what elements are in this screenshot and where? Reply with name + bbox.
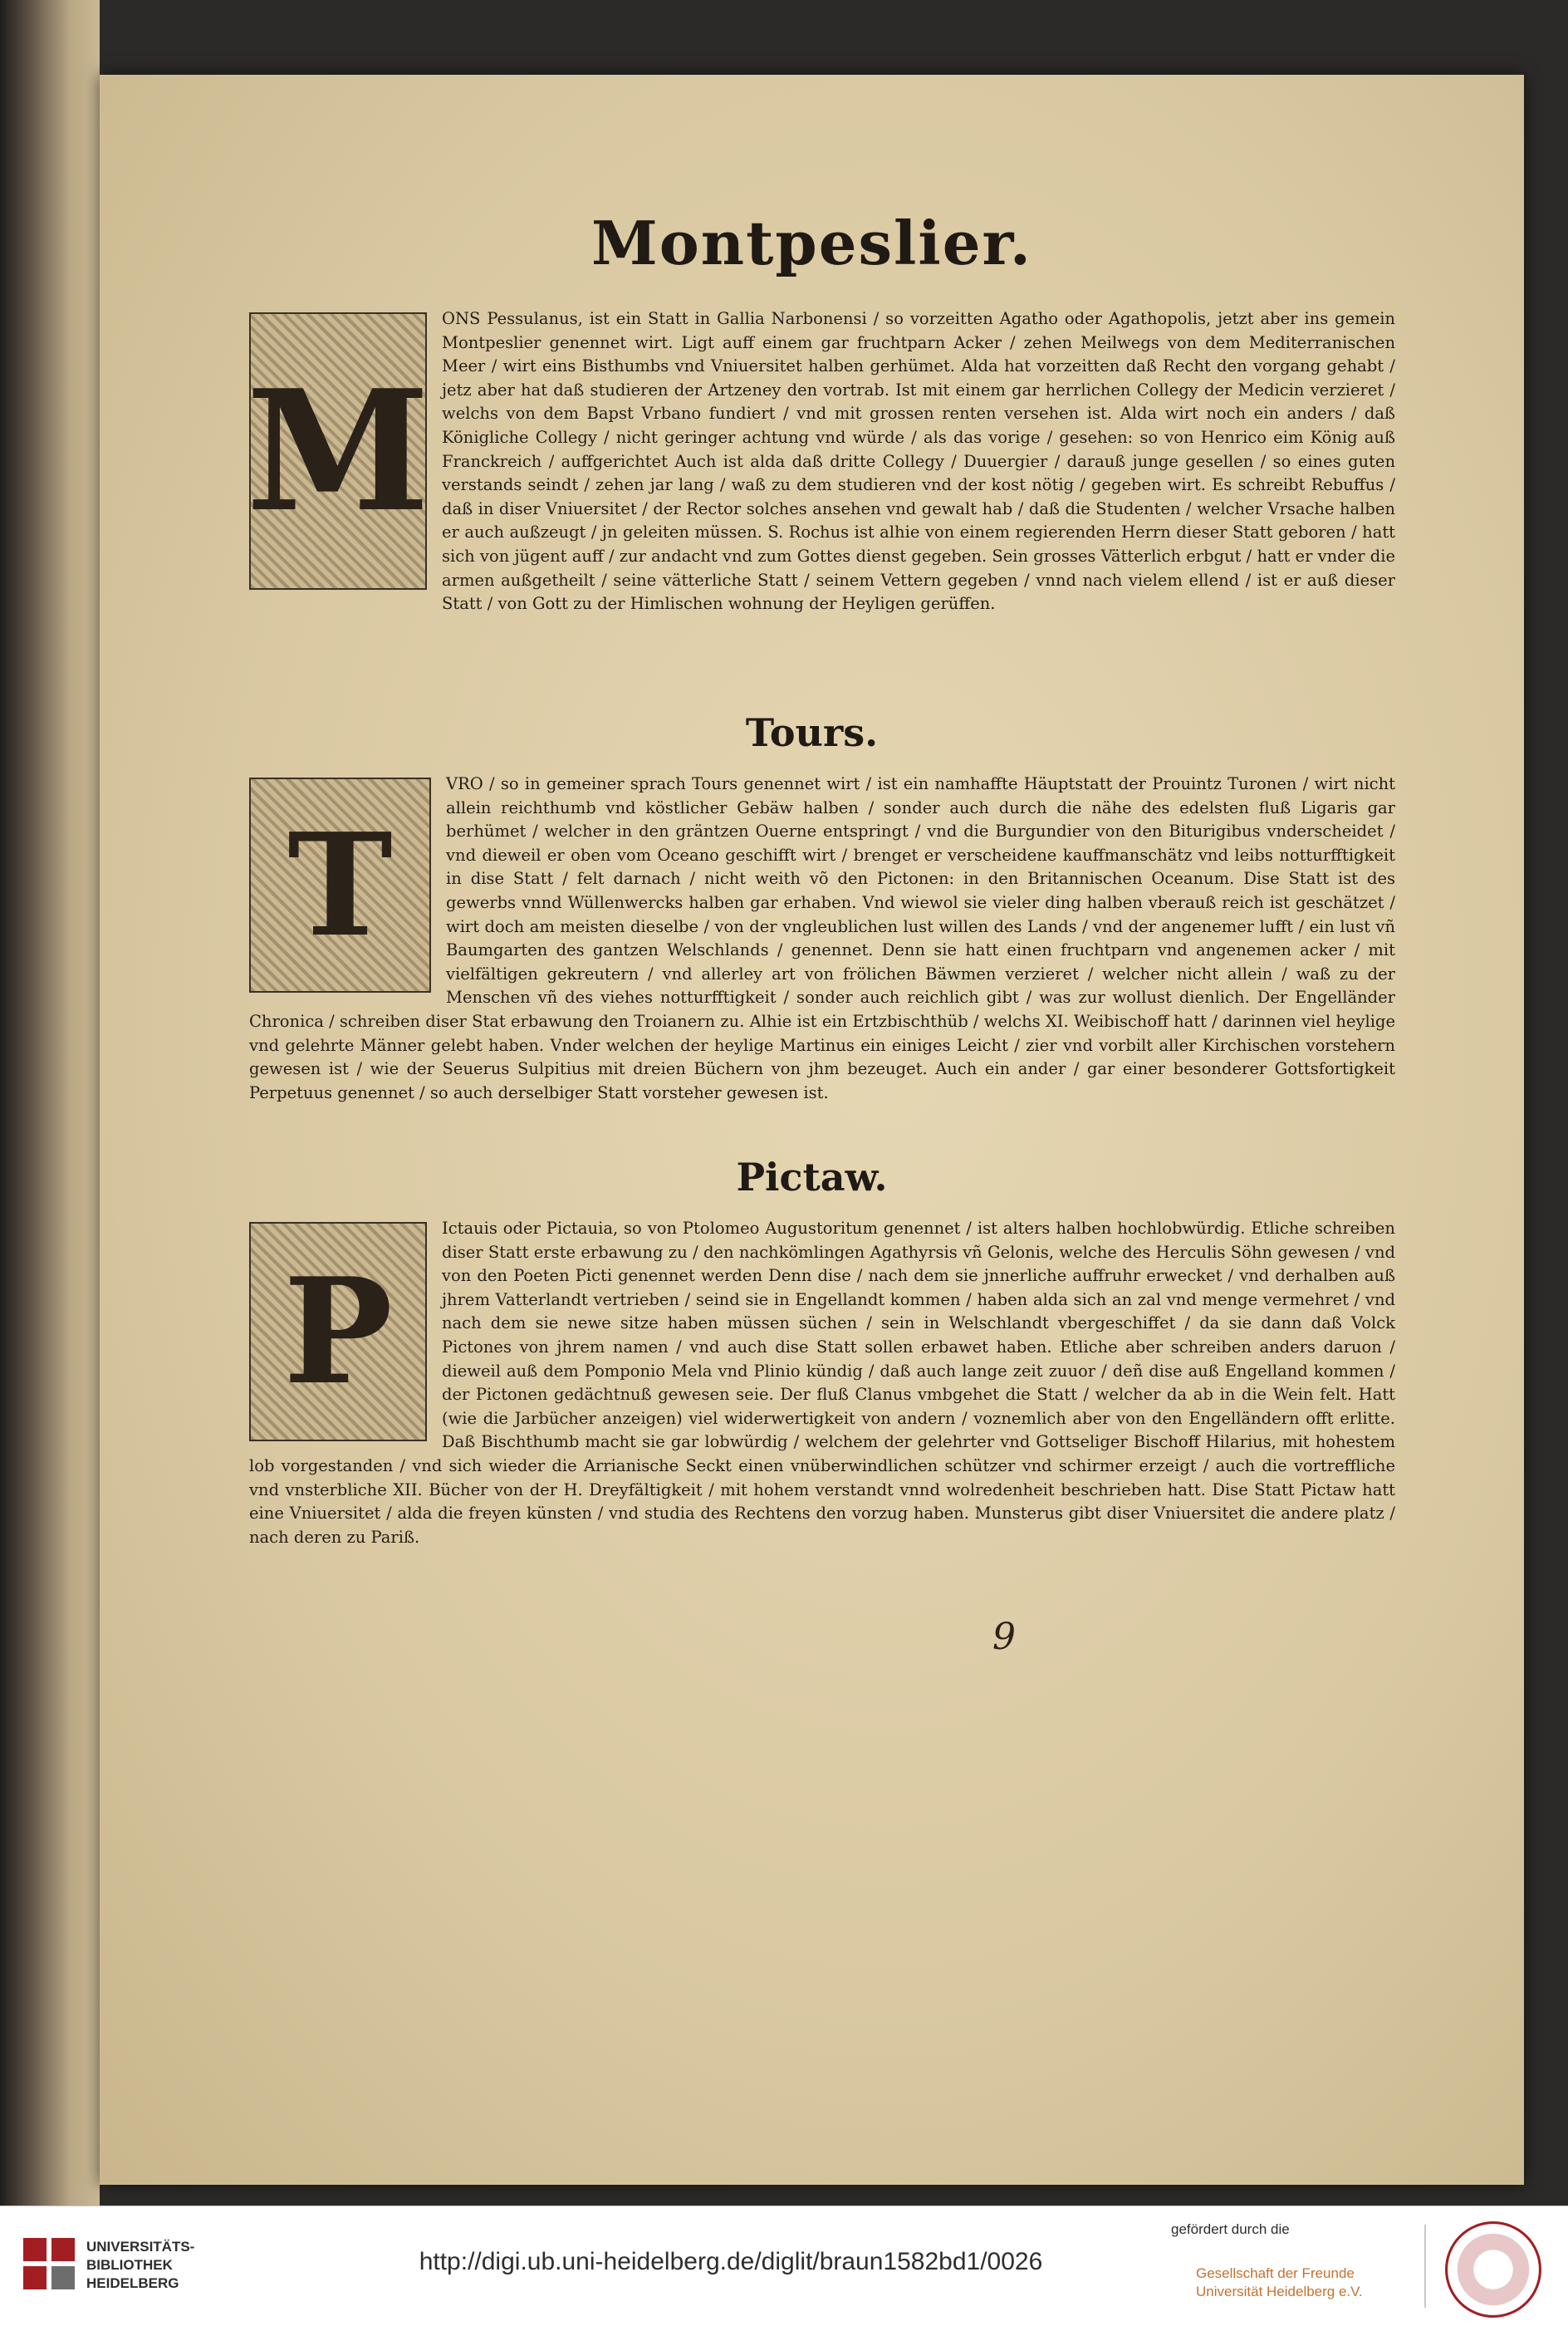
library-name: UNIVERSITÄTS- BIBLIOTHEK HEIDELBERG (86, 2239, 195, 2291)
page-number: 9 (992, 1616, 1016, 1658)
section-text: VRO / so in gemeiner sprach Tours genennet wirt / ist ein namhaffte Häuptstatt der Prouintz Turonen / wirt nicht allein reichthumb vnd köstlicher Gebäw halben / sonder auch durch die nähe des edelsten fluß Ligaris gar berhümet / welcher in den gräntzen Ouerne entspringt / vnd die Burgundier von den Biturigibus vnderscheidet / vnd dieweil er oben vom Oceano geschifft wirt / brenget er verscheidene kauffmanschätz vnd leibs notturfftigkeit in dise Statt / felt darnach / nicht weith võ den Pictonen: in den Britannischen Oceanum. Dise Statt ist des gewerbs vnnd Wüllenwercks halben gar erhaben. Vnd wiewol sie vieler ding halben vberauß reich ist geschätzet / wirt doch am meisten dieselbe / von der vngleublichen lust willen des Lands / vnd der angenemer lufft / ein lust vñ Baumgarten des gantzen Welschlands / genennet. Denn sie hatt einen fruchtparn vnd angenemen acker / mit vielfältigen gekreutern / vnd allerley art von frölichen Bäwmen verzieret / welcher nicht allein / waß zu der Menschen vñ des viehes notturfftigkeit / sonder auch reichlich gibt / was zur wollust dienlich. Der Engelländer Chronica / schreiben diser Stat erbawung den Troianern zu. Alhie ist ein Ertzbischthüb / welchs XI. Weibischoff hatt / darinnen viel heylige vnd gelehrte Männer gelebt haben. Vnder welchen der heylige Martinus ein einiges Leicht / zier vnd vorbilt aller Kirchischen vorstehern gewesen ist / wie der Seuerus Sulpitius mit dreien Büchern von jhm bezeuget. Auch ein ander / gar einer besonderer Gottsfortigkeit Perpetuus genennet / so auch derselbiger Statt vorsteher gewesen ist. (249, 774, 1395, 1102)
sponsor-name: Gesellschaft der Freunde Universität Heidelberg e.V. (1196, 2265, 1363, 2299)
university-seal-icon (1445, 2221, 1541, 2318)
book-spine (0, 0, 100, 2206)
section-text: ONS Pessulanus, ist ein Statt in Gallia Narbonensi / so vorzeitten Agatho oder Agathopolis, jetzt aber ins gemein Montpeslier genennet wirt. Ligt auff einem gar fruchtparn Acker / zehen Meilwegs von dem Mediterranischen Meer / wirt eins Bisthumbs vnd Vniuersitet halben gerhümet. Alda hat vorzeitten daß Recht den vorgang gehabt / jetz aber hat daß studieren der Artzeney den vortrab. Ist mit einem gar herrlichen Collegy der Medicin verzieret / welchs von dem Bapst Vrbano fundiert / vnd mit grossen renten versehen ist. Alda wirt noch ein anders / daß Königliche Collegy / nicht geringer achtung vnd würde / als das vorige / gesehen: so von Henrico eim König auß Franckreich / auffgerichtet Auch ist alda daß dritte Collegy / Duuergier / darauß junge gesellen / so eines guten verstands seindt / zehen jar lang / waß zu dem studieren vnd der kost nötig / gegeben wirt. Es schreibt Rebuffus / daß in diser Vniuersitet / der Rector solches ansehen vnd gewalt hab / daß die Studenten / welcher Vrsache halben er auch außzeugt / jn geleiten müssen. S. Rochus ist alhie von einem regierenden Herrn dieser Statt geboren / hatt sich von jügent auff / zur andacht vnd zum Gottes dienst gegeben. Sein grosses Vätterlich erbgut / hatt er vnder die armen außgetheilt / seine vätterliche Statt / seinem Vettern gegeben / vnnd nach vielem ellend / ist er auß dieser Statt / von Gott zu der Himlischen wohnung der Heyligen gerüffen. (442, 309, 1395, 614)
footer-bar (0, 2206, 1568, 2326)
library-logo-icon (23, 2238, 75, 2289)
section-text: Ictauis oder Pictauia, so von Ptolomeo Augustoritum genennet / ist alters halben hochlobwürdig. Etliche schreiben diser Statt erste erbawung zu / den nachkömlingen Agathyrsis vñ Gelonis, welche des Herculis Söhn gewesen / vnd von den Poeten Picti genennet werden Denn dise / nach dem sie jnnerliche auffruhr erwecket / vnd derhalben auß jhrem Vatterlandt vertrieben / seind sie in Engellandt kommen / haben alda sich an zal vnd menge vermehret / vnd nach dem sie newe sitze haben müssen süchen / sein in Welschlandt vbergeschiffet / da sie dann daß Volck Pictones von jhrem namen / vnd auch dise Statt sollen erbawet haben. Etliche aber schreiben anders daruon / dieweil auß dem Pomponio Mela vnd Plinio kündig / daß auch lange zeit zuuor / deñ dise auß Engelland kommen / der Pictonen gedächtnuß gewesen seie. Der fluß Clanus vmbgehet die Statt / welcher da ab in die Wein felt. Hatt (wie die Jarbücher anzeigen) viel widerwertigkeit von andern / voznemlich aber von den Engelländern offt erlitte. Daß Bischthumb macht sie gar lobwürdig / welchem der gelehrter vnd Gottseliger Bischoff Hilarius, mit hohestem lob vorgestanden / vnd sich wieder die Arrianische Seckt einen vnüberwindlichen schützer vnd schirmer erzeigt / auch die vortreffliche vnd vnsterbliche XII. Bücher von der H. Dreyfältigkeit / mit hohem verstandt vnnd wolredenheit beschrieben hatt. Dise Statt Pictaw hatt eine Vniuersitet / alda die freyen künsten / vnd studia des Rechtens den vorzug haben. Munsterus gibt diser Vniuersitet die andere platz / nach deren zu Pariß. (249, 1219, 1395, 1547)
permalink-url[interactable]: http://digi.ub.uni-heidelberg.de/diglit/braun1582bd1/0026 (419, 2248, 1043, 2275)
sponsor-note: gefördert durch die (1171, 2221, 1290, 2237)
section-tours (249, 773, 1395, 1105)
book-page (100, 75, 1524, 2185)
section-pictaw (249, 1217, 1395, 1549)
decorated-initial: P (249, 1222, 427, 1441)
section-montpeslier (246, 307, 1395, 616)
decorated-initial: M (249, 312, 427, 590)
section-heading-pictaw: Pictaw. (736, 1155, 888, 1200)
decorated-initial: T (249, 778, 431, 993)
page-title: Montpeslier. (591, 208, 1032, 278)
divider (1424, 2225, 1426, 2308)
section-heading-tours: Tours. (745, 710, 879, 755)
